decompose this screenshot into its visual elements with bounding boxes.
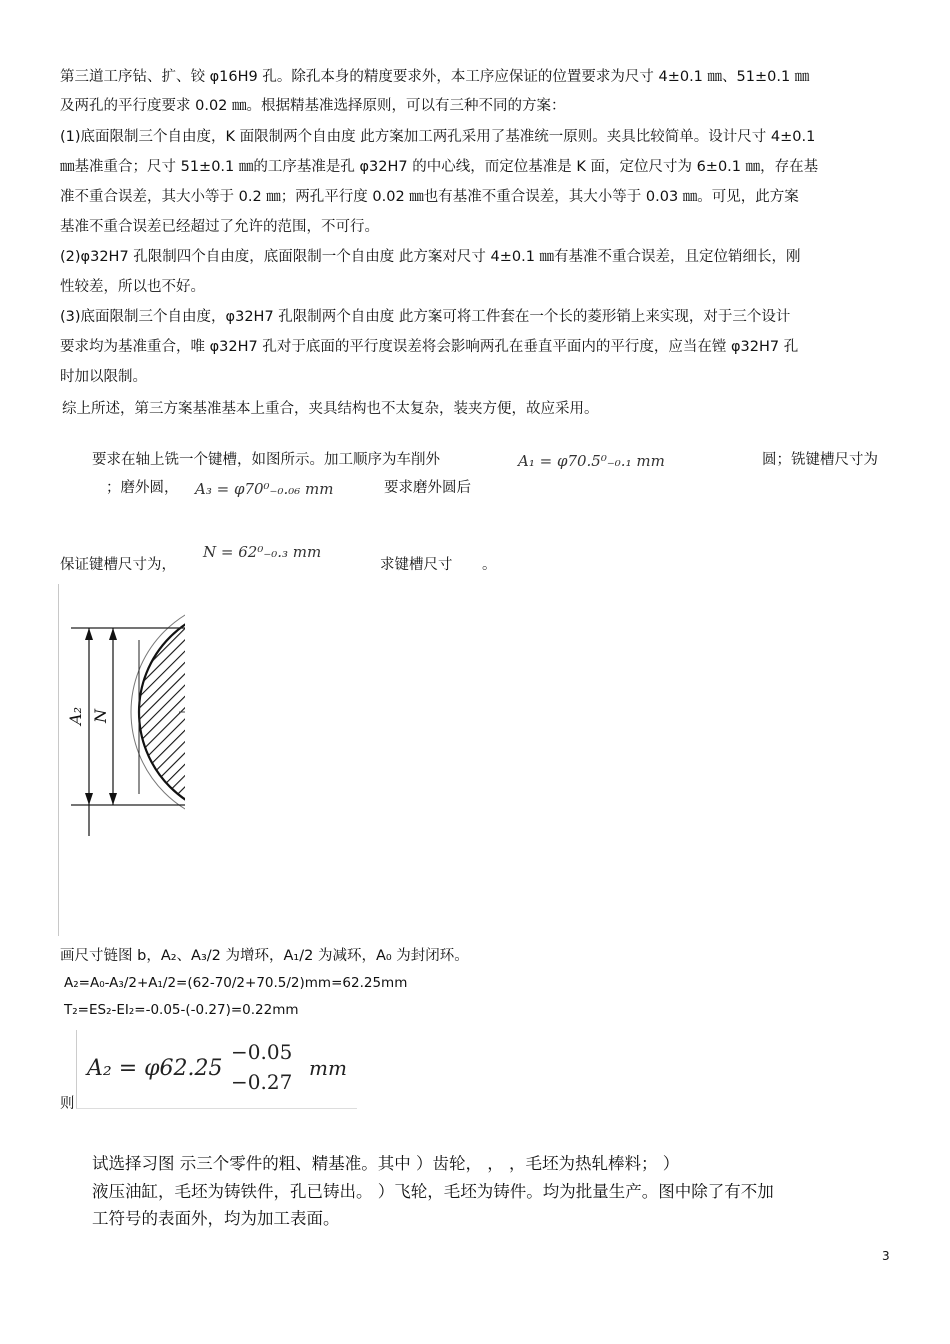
keyway-figure: [58, 584, 187, 936]
result-upper: −0.05: [231, 1040, 293, 1064]
problem-text-4: 要求磨外圆后: [384, 480, 471, 496]
label-a2: A₂: [66, 707, 85, 725]
problem-text-5: 保证键槽尺寸为，: [60, 557, 176, 573]
problem-text-7: 。: [482, 557, 497, 573]
keyway-drawing: [59, 584, 187, 936]
option2-line1: (2)φ32H7 孔限制四个自由度，底面限制一个自由度 此方案对尺寸 4±0.1 ㎜有基准不重合误差，且定位销细长，刚: [60, 249, 801, 265]
result-lower: −0.27: [231, 1070, 293, 1094]
option3-line1: (3)底面限制三个自由度，φ32H7 孔限制两个自由度 此方案可将工件套在一个长的菱形销上来实现，对于三个设计: [60, 309, 791, 325]
option3-line2: 要求均为基准重合，唯 φ32H7 孔对于底面的平行度误差将会影响两孔在垂直平面内的平行度，应当在镗 φ32H7 孔: [60, 339, 799, 355]
formula-n: N = 62⁰₋₀.₃ mm: [203, 543, 322, 561]
label-n: N: [91, 709, 110, 723]
problem-text-2: 圆；铣键槽尺寸为: [762, 452, 878, 468]
solution-line2: A₂=A₀-A₃/2+A₁/2=(62-70/2+70.5/2)mm=62.25mm: [64, 975, 408, 991]
exercise-line1: 试选择习图 示三个零件的粗、精基准。其中 ）齿轮， ， ，毛坯为热轧棒料； ）: [92, 1154, 680, 1173]
exercise-line2: 液压油缸，毛坯为铸铁件，孔已铸出。 ）飞轮，毛坯为铸件。均为批量生产。图中除了有不加: [92, 1182, 774, 1201]
option1-line4: 基准不重合误差已经超过了允许的范围，不可行。: [60, 219, 379, 235]
conclusion: 综上所述，第三方案基准基本上重合，夹具结构也不太复杂，装夹方便，故应采用。: [62, 401, 599, 417]
option2-line2: 性较差，所以也不好。: [60, 279, 205, 295]
solution-line3: T₂=ES₂-EI₂=-0.05-(-0.27)=0.22mm: [64, 1002, 299, 1018]
problem-text-1: 要求在轴上铣一个键槽，如图所示。加工顺序为车削外: [92, 452, 440, 468]
formula-a1: A₁ = φ70.5⁰₋₀.₁ mm: [518, 452, 665, 470]
problem-text-3: ；磨外圆，: [106, 480, 179, 496]
option1-line3: 准不重合误差，其大小等于 0.2 ㎜；两孔平行度 0.02 ㎜也有基准不重合误差，其大小等于 0.03 ㎜。可见，此方案: [60, 189, 799, 205]
solution-line1: 画尺寸链图 b，A₂、A₃/2 为增环，A₁/2 为减环，A₀ 为封闭环。: [60, 948, 469, 964]
exercise-line3: 工符号的表面外，均为加工表面。: [92, 1209, 340, 1228]
para1-line2: 及两孔的平行度要求 0.02 ㎜。根据精基准选择原则，可以有三种不同的方案：: [60, 98, 566, 114]
result-unit: mm: [309, 1056, 347, 1080]
formula-a3: A₃ = φ70⁰₋₀.₀₆ mm: [195, 480, 334, 498]
option1-line1: (1)底面限制三个自由度，K 面限制两个自由度 此方案加工两孔采用了基准统一原则。夹具比较简单。设计尺寸 4±0.1: [60, 129, 816, 145]
then-label: 则: [60, 1096, 75, 1112]
option1-line2: ㎜基准重合；尺寸 51±0.1 ㎜的工序基准是孔 φ32H7 的中心线，而定位基准是 K 面，定位尺寸为 6±0.1 ㎜，存在基: [60, 159, 819, 175]
option3-line3: 时加以限制。: [60, 369, 147, 385]
result-formula: [76, 1030, 357, 1109]
result-main: A₂ = φ62.25: [87, 1056, 223, 1081]
page-number: 3: [882, 1249, 890, 1263]
problem-text-6: 求键槽尺寸: [380, 557, 453, 573]
para1-line1: 第三道工序钻、扩、铰 φ16H9 孔。除孔本身的精度要求外，本工序应保证的位置要求为尺寸 4±0.1 ㎜、51±0.1 ㎜: [60, 69, 810, 85]
